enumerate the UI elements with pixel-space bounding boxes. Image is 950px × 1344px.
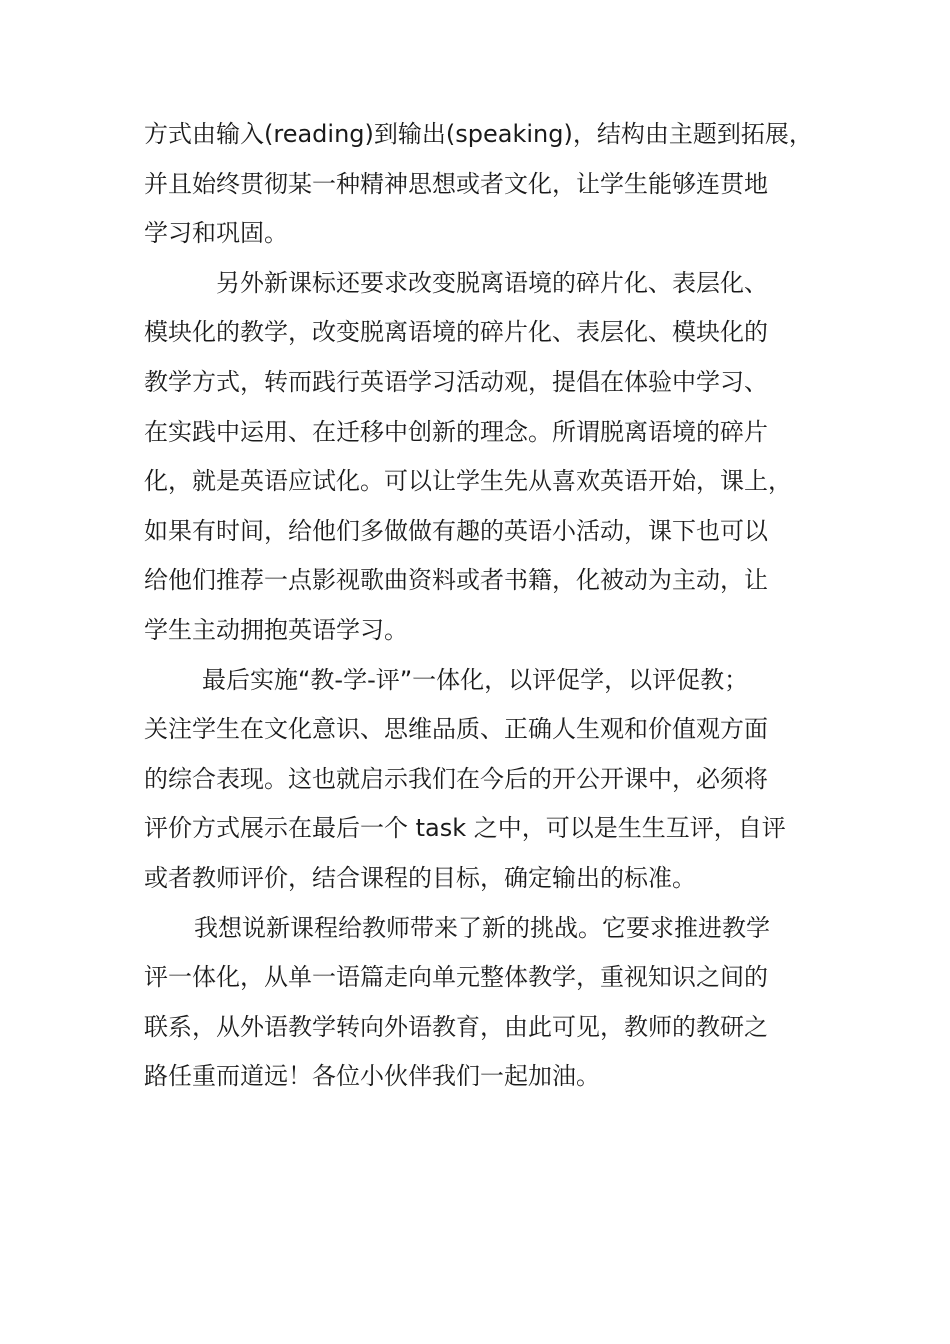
text-line: 或者教师评价，结合课程的目标，确定输出的标准。: [144, 863, 696, 892]
text-line: 模块化的教学，改变脱离语境的碎片化、表层化、模块化的: [144, 318, 768, 347]
paragraph-first-line: 我想说新课程给教师带来了新的挑战。它要求推进教学: [194, 913, 770, 942]
text-line: 并且始终贯彻某一种精神思想或者文化，让学生能够连贯地: [144, 169, 768, 198]
text-line: 在实践中运用、在迁移中创新的理念。所谓脱离语境的碎片: [144, 417, 768, 446]
paragraph-first-line: 另外新课标还要求改变脱离语境的碎片化、表层化、: [216, 268, 768, 297]
text-line: 的综合表现。这也就启示我们在今后的开公开课中，必须将: [144, 764, 768, 793]
text-line: 联系，从外语教学转向外语教育，由此可见，教师的教研之: [144, 1012, 768, 1041]
text-line: 如果有时间，给他们多做做有趣的英语小活动，课下也可以: [144, 516, 768, 545]
text-line: 学生主动拥抱英语学习。: [144, 615, 408, 644]
text-line: 关注学生在文化意识、思维品质、正确人生观和价值观方面: [144, 715, 768, 744]
text-line: 学习和巩固。: [144, 219, 288, 248]
text-line: 教学方式，转而践行英语学习活动观，提倡在体验中学习、: [144, 367, 768, 396]
text-line: 化，就是英语应试化。可以让学生先从喜欢英语开始，课上，: [144, 467, 792, 496]
text-line: 方式由输入(reading)到输出(speaking)，结构由主题到拓展，: [144, 120, 813, 148]
text-line: 评一体化，从单一语篇走向单元整体教学，重视知识之间的: [144, 963, 768, 992]
text-line: 路任重而道远！各位小伙伴我们一起加油。: [144, 1062, 600, 1091]
document-body: [144, 110, 816, 1102]
text-line: 给他们推荐一点影视歌曲资料或者书籍，化被动为主动，让: [144, 566, 768, 595]
paragraph-first-line: 最后实施“教-学-评”一体化，以评促学，以评促教；: [202, 665, 749, 694]
text-line: 评价方式展示在最后一个 task 之中，可以是生生互评，自评: [144, 814, 786, 843]
